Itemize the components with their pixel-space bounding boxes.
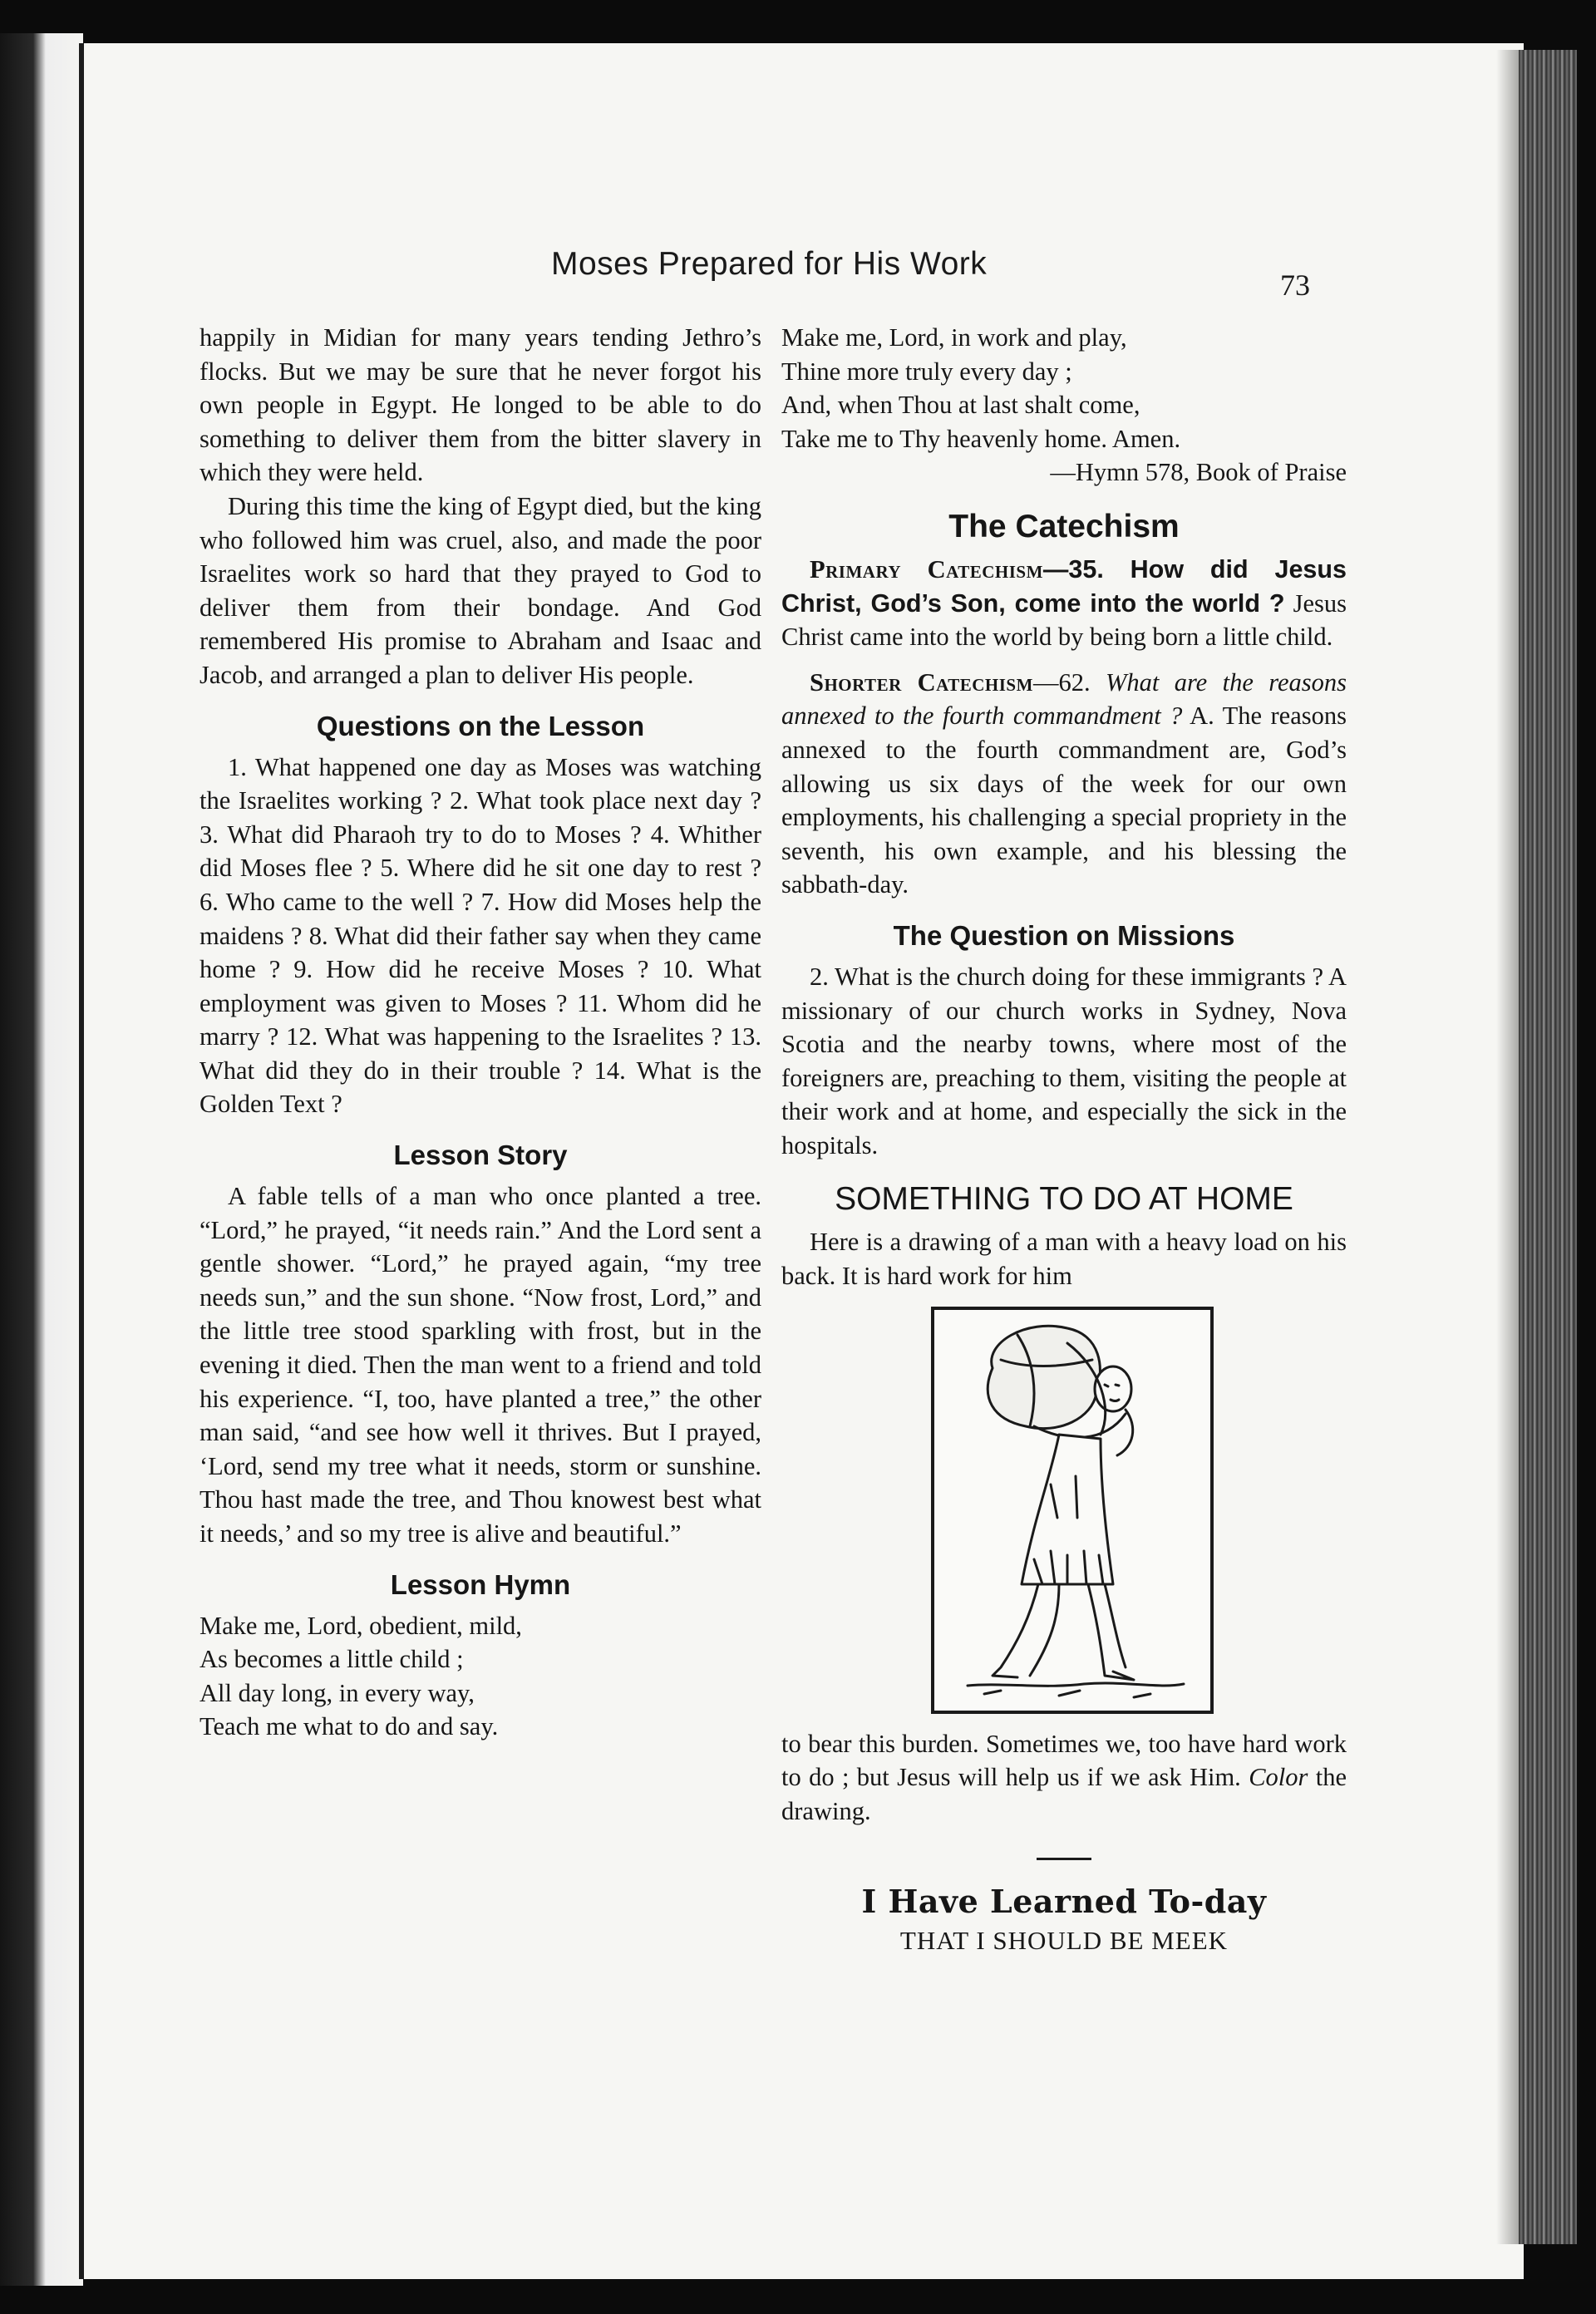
questions-heading: Questions on the Lesson [316, 710, 645, 741]
hymn-verse-1 [200, 1609, 761, 1744]
home-activity-text: Here is a drawing of a man with a heavy load on his back. It is hard work for him [781, 1228, 1347, 1291]
catechism-heading: The Catechism [948, 508, 1180, 544]
hymn-line: Thine more truly every day ; [781, 357, 1072, 386]
hymn-line: Take me to Thy heavenly home. Amen. [781, 424, 1181, 453]
primary-catechism-answer: Jesus Christ came into the world by being born a little child. [781, 588, 1347, 652]
shorter-catechism-label: Shorter Catechism [810, 667, 1033, 697]
shorter-catechism [781, 666, 1347, 902]
hymn-verse-2 [781, 321, 1347, 455]
learned-today-text: THAT I SHOULD BE MEEK [899, 1926, 1229, 1956]
hymn-line: Make me, Lord, in work and play, [781, 323, 1127, 352]
page-edge-shadow [1496, 50, 1521, 2244]
book-spine-shadow [0, 33, 83, 2286]
questions-paragraph: 1. What happened one day as Moses was watching the Israelites working ? 2. What took place next day ? 3. What did Pharaoh try to do to Moses ? 4. Whither did Moses flee ? 5. Where did he sit one day to rest ? 6. Who came to the well ? 7. How did Moses help the maidens ? 8. What did their father say when they came home ? 9. How did he receive Moses ? 10. What employment was given to Moses ? 11. Whom did he marry ? 12. What was happening to the Israelites ? 13. What did they do in their trouble ? 14. What is the Golden Text ? [200, 752, 761, 1119]
missions-heading: The Question on Missions [893, 919, 1235, 951]
primary-catechism [781, 553, 1347, 654]
home-activity-text-continued [781, 1727, 1347, 1829]
page-number: 73 [1280, 268, 1310, 302]
burden-drawing [931, 1307, 1214, 1714]
running-head: Moses Prepared for His Work [551, 246, 988, 282]
intro-paragraph: happily in Midian for many years tending Jethro’s flocks. But we may be sure that he never forgot his own people in Egypt. He longed to be able to do something to deliver them from the bitter slavery in which they were held. [200, 323, 761, 487]
shorter-catechism-number: —62. [1032, 667, 1091, 697]
primary-catechism-question: —35. How did Jesus Christ, God’s Son, come into the world ? [781, 554, 1347, 618]
hymn-line: Make me, Lord, obedient, mild, [200, 1611, 522, 1640]
hymn-attribution: —Hymn 578, Book of Praise [1050, 458, 1347, 487]
page-stack-edge [1519, 50, 1577, 2244]
shorter-catechism-answer: A. The reasons annexed to the fourth commandment are, God’s allowing us six days of the week for our own employments, his challenging a special propriety in the seventh, his own example, and his blessing the sabbath-day. [781, 702, 1347, 899]
lesson-story-heading: Lesson Story [393, 1140, 568, 1171]
lesson-hymn-heading: Lesson Hymn [390, 1568, 571, 1600]
learned-today-heading: I Have Learned To-day [861, 1883, 1267, 1921]
lesson-story-paragraph: A fable tells of a man who once planted a tree. “Lord,” he prayed, “it needs rain.” And the Lord sent a gentle shower. “Lord,” he prayed again, “my tree needs sun,” and the sun shone. “Now frost, Lord,” and the little tree stood sparkling with frost, but in the evening it died. Then the man went to a friend and told his experience. “I, too, have planted a tree,” the other man said, “and see how well it thrives. But I prayed, ‘Lord, send my tree what it needs, storm or sunshine. Thou hast made the tree, and Thou knowest best what it needs,’ and so my tree is alive and beautiful.” [200, 1182, 761, 1548]
king-paragraph: During this time the king of Egypt died, but the king who followed him was cruel, also, and made the poor Israelites work so hard that they prayed to God to deliver them from their bondage. And God remembered His promise to Abraham and Isaac and Jacob, and arranged a plan to deliver His people. [200, 491, 761, 689]
hymn-line: And, when Thou at last shalt come, [781, 391, 1140, 420]
home-activity-heading: SOMETHING TO DO AT HOME [835, 1181, 1293, 1218]
section-divider [1037, 1858, 1091, 1860]
missions-paragraph: 2. What is the church doing for these immigrants ? A missionary of our church works in Sydney, Nova Scotia and the nearby towns, where most of the foreigners are, preaching to them, visiting the people at their work and at home, and especially the sick in the hospitals. [781, 962, 1347, 1159]
hymn-line: As becomes a little child ; [200, 1645, 464, 1674]
home-activity-sentence: to bear this burden. Sometimes we, too have hard work to do ; but Jesus will help us if we ask Him. [781, 1729, 1347, 1792]
man-with-load-illustration [934, 1310, 1210, 1711]
left-column [200, 321, 761, 1744]
right-column [781, 321, 1347, 1958]
shorter-catechism-question: What are the reasons annexed to the fourth commandment ? [781, 667, 1347, 731]
color-instruction-word: Color [1249, 1763, 1308, 1792]
hymn-line: All day long, in every way, [200, 1678, 475, 1707]
home-activity-sentence-end: the drawing. [781, 1763, 1347, 1825]
primary-catechism-label: Primary Catechism [810, 554, 1043, 583]
hymn-line: Teach me what to do and say. [200, 1712, 499, 1741]
